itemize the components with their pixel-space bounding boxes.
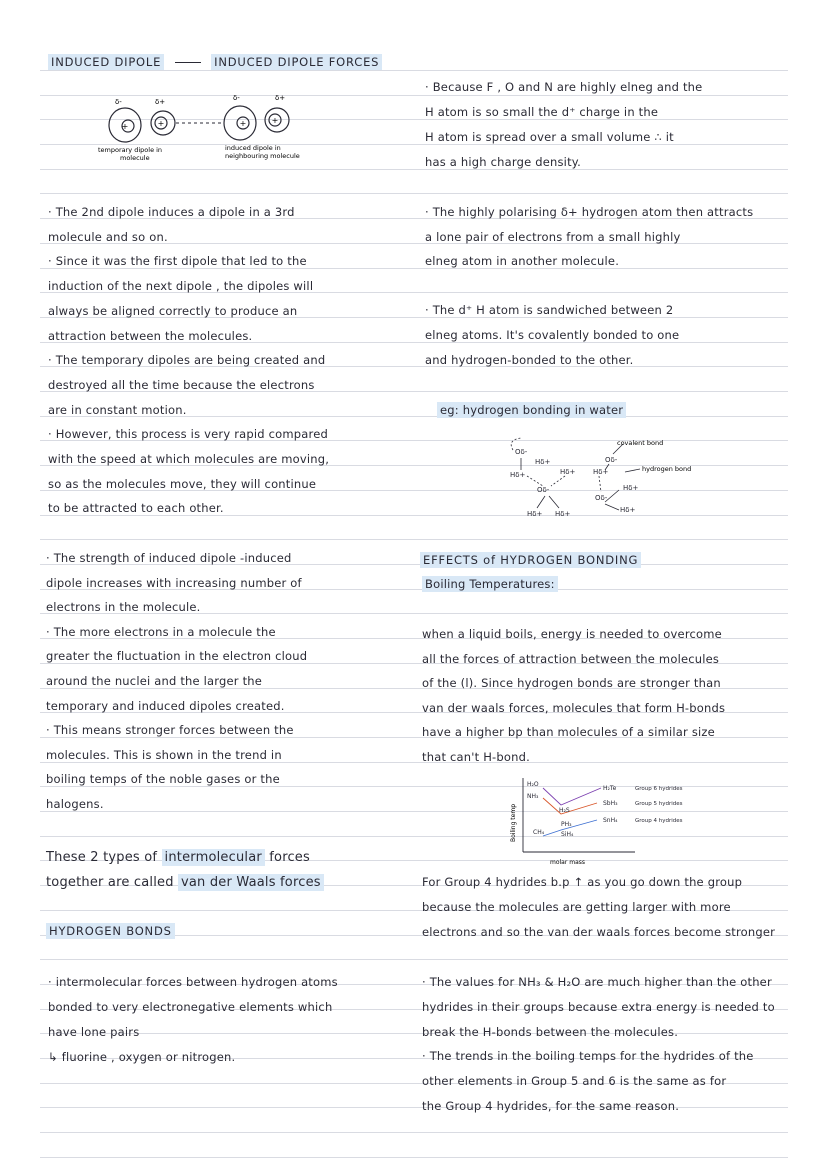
text-line: the Group 4 hydrides, for the same reason. [422,1099,680,1113]
label-left-1: temporary dipole in [98,146,163,154]
label-nh3: NH₃ [527,793,539,800]
text-line: greater the fluctuation in the electron cloud [46,649,308,664]
text-line: that can't H-bond. [422,750,530,764]
text-line: ↳ fluorine , oxygen or nitrogen. [48,1050,236,1064]
text-line: a lone pair of electrons from a small highly [425,229,681,244]
text-line: induction of the next dipole , the dipoles will [48,279,314,294]
text-line: electrons and so the van der waals forces become stronger [422,925,776,939]
text-line: · Since it was the first dipole that led to the [48,254,307,269]
hbond-line-2 [551,476,565,486]
hydrogen-bond-label: hydrogen bond [642,465,692,473]
rule-line [40,959,788,960]
label-left-2: molecule [120,154,150,162]
water-example-title: eg: hydrogen bonding in water [437,398,626,423]
plus-1: + [121,122,129,131]
text-line: always be aligned correctly to produce an [48,303,298,318]
rule-line [40,193,788,194]
o-atom-3: Oδ- [605,456,618,464]
text-line: and hydrogen-bonded to the other. [425,353,634,367]
text-line: H atom is so small the d⁺ charge in the [425,105,659,119]
h-atom-2: Hδ+ [510,471,526,479]
delta-minus-1: δ- [115,98,122,106]
h-atom-4: Hδ+ [593,468,609,476]
molecule-right [224,106,289,140]
plus-4: + [271,116,279,125]
h-atom-7: Hδ+ [527,510,543,518]
o-atom-4: Oδ- [595,494,608,502]
text-line: molecule and so on. [48,229,168,244]
y-axis-label: Boiling temp [510,803,517,842]
text-line: of the (l). Since hydrogen bonds are stronger than [422,676,721,691]
vdw-line2: together are called van der Waals forces [46,870,324,895]
rule-line [40,1132,788,1133]
induced-dipole-diagram [95,90,325,170]
boiling-temps-title: Boiling Temperatures: [422,572,558,597]
text-line: · The 2nd dipole induces a dipole in a 3rd [48,205,295,219]
text-line: so as the molecules move, they will continue [48,476,317,491]
o-atom-2: Oδ- [537,486,550,494]
text-line: hydrides in their groups because extra energy is needed to [422,999,775,1014]
hbond-pointer [625,469,640,472]
text-line: halogens. [46,797,104,811]
molecule-left [109,108,175,142]
covalent-bond-label: covalent bond [617,439,664,447]
text-line: destroyed all the time because the electrons [48,377,315,392]
text-line: have a higher bp than molecules of a similar size [422,725,715,740]
text-line: other elements in Group 5 and 6 is the same as for [422,1074,727,1089]
water-hbond-diagram [505,432,735,522]
text-line: · The trends in the boiling temps for the hydrides of the [422,1049,754,1064]
text-line: · The highly polarising δ+ hydrogen atom then attracts [425,205,754,219]
text-line: electrons in the molecule. [46,600,201,615]
text-line: are in constant motion. [48,402,187,417]
text-line: · This means stronger forces between the [46,723,294,738]
text-line: H atom is spread over a small volume ∴ it [425,130,674,144]
text-line: bonded to very electronegative elements which [48,1000,333,1014]
text-line: around the nuclei and the larger the [46,674,263,688]
covalent-line-6 [605,504,619,510]
text-line: all the forces of attraction between the molecules [422,651,720,666]
label-ch4: CH₄ [533,829,545,836]
text-line: · Because F , O and N are highly elneg and the [425,80,703,94]
text-line: break the H-bonds between the molecules. [422,1024,679,1039]
group6-line [543,788,601,805]
text-line: because the molecules are getting larger with more [422,900,731,914]
delta-minus-2: δ- [233,94,240,102]
text-line: temporary and induced dipoles created. [46,698,285,713]
delta-plus-2: δ+ [275,94,286,102]
h-atom-6: Hδ+ [620,506,636,514]
text-line: dipole increases with increasing number of [46,575,302,590]
text-line: van der waals forces, molecules that form H-bonds [422,700,726,715]
h-atom-1: Hδ+ [535,458,551,466]
delta-plus-1: δ+ [155,98,166,106]
title-dash [175,62,201,63]
text-line: · The d⁺ H atom is sandwiched between 2 [425,303,674,317]
induced-dipole-title: INDUCED DIPOLE INDUCED DIPOLE FORCES [48,50,382,75]
label-h2s: H₂S [559,807,570,814]
h-atom-5: Hδ+ [623,484,639,492]
legend-group6: Group 6 hydrides [635,786,683,792]
vdw-line1: These 2 types of intermolecular forces [46,850,310,865]
text-line: · The more electrons in a molecule the [46,624,276,639]
hbond-line-3 [599,476,601,492]
text-line: · The values for NH₃ & H₂O are much higher than the other [422,975,772,989]
label-h2te: H₂Te [603,785,617,792]
h-atom-3: Hδ+ [560,468,576,476]
text-line: boiling temps of the noble gases or the [46,772,280,787]
label-sbh3: SbH₃ [603,800,618,807]
rule-line [40,539,788,540]
plus-2: + [157,119,165,128]
label-sih4: SiH₄ [561,831,574,838]
boiling-point-graph [505,770,735,870]
text-line: to be attracted to each other. [48,501,224,516]
text-line: elneg atom in another molecule. [425,254,620,268]
text-line: · The temporary dipoles are being created and [48,353,326,368]
text-line: with the speed at which molecules are moving, [48,452,330,466]
hydrogen-bonds-title: HYDROGEN BONDS [46,919,175,944]
text-line: · intermolecular forces between hydrogen atoms [48,975,338,989]
text-line: · The strength of induced dipole -induced [46,551,292,565]
plus-3: + [239,119,247,128]
text-line: For Group 4 hydrides b.p ↑ as you go down the group [422,875,743,889]
text-line: molecules. This is shown in the trend in [46,747,282,762]
text-line: elneg atoms. It's covalently bonded to one [425,328,680,342]
text-line: has a high charge density. [425,155,582,169]
legend-group4: Group 4 hydrides [635,818,683,824]
label-h2o: H₂O [527,781,539,788]
effects-title: EFFECTS of HYDROGEN BONDING [420,548,641,573]
text-line: attraction between the molecules. [48,328,253,343]
o-atom-1: Oδ- [515,448,528,456]
covalent-line-3 [537,496,545,508]
label-right-2: neighbouring molecule [225,152,300,160]
h-atom-8: Hδ+ [555,510,571,518]
text-line: · However, this process is very rapid compared [48,427,328,442]
group5-line [543,798,597,814]
label-snh4: SnH₄ [603,817,618,824]
x-axis-label: molar mass [550,859,586,866]
covalent-line-4 [549,496,559,508]
label-right-1: induced dipole in [225,144,281,152]
legend-group5: Group 5 hydrides [635,801,683,807]
rule-line [40,1157,788,1158]
text-line: when a liquid boils, energy is needed to overcome [422,627,722,641]
label-ph3: PH₃ [561,821,572,828]
hbond-line-1 [527,476,543,486]
text-line: have lone pairs [48,1025,140,1039]
